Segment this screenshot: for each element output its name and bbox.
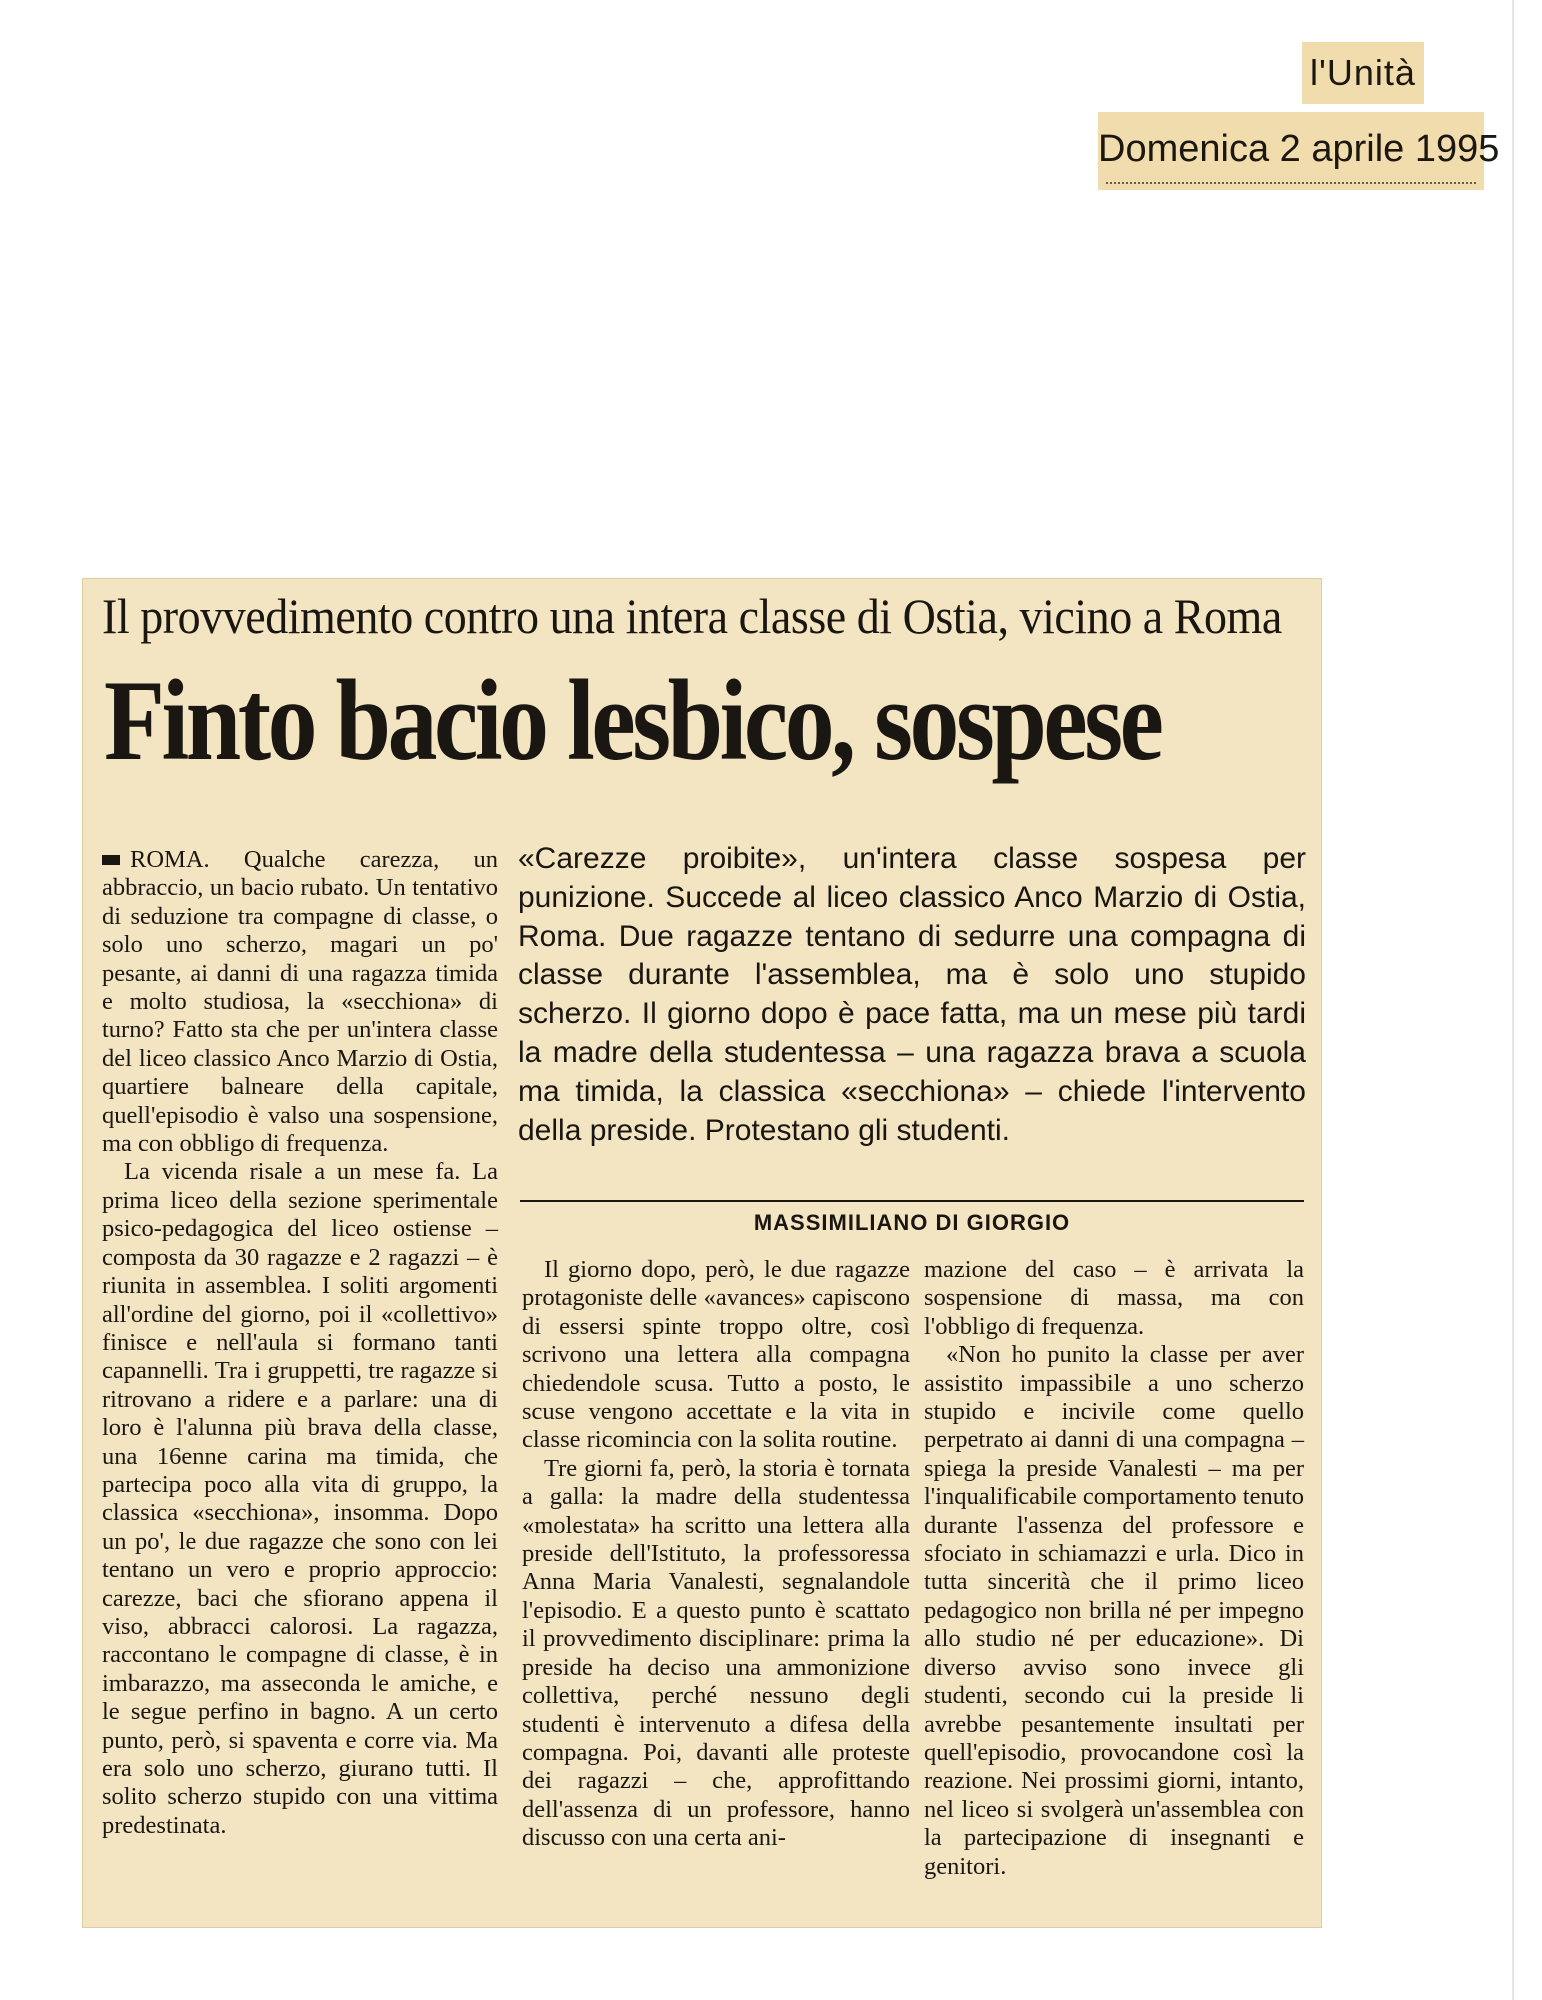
right-column xyxy=(924,1256,1304,1881)
date-label: Domenica 2 aprile 1995 xyxy=(1098,112,1484,190)
paragraph: «Non ho punito la classe per aver assistito impassibile a uno scherzo stupido e incivile come quello perpetrato ai danni di una compagna – spiega la preside Vanalesti – ma per l'inqualificabile comportamento tenuto durante l'assenza del professore e sfociato in schiamazzi e urla. Dico in tutta sincerità che il primo liceo pedagogico non brilla né per impegno allo studio né per educazione». Di diverso avviso sono invece gli studenti, secondo cui la preside li avrebbe pesantemente insultati per quell'episodio, provocandone così la reazione. Nei prossimi giorni, intanto, nel liceo si svolgerà un'assemblea con la partecipazione di insegnanti e genitori. xyxy=(924,1341,1304,1880)
newspaper-name-label: l'Unità xyxy=(1302,42,1424,104)
paragraph: ROMA. Qualche carezza, un abbraccio, un bacio rubato. Un tentativo di seduzione tra compagne di classe, o solo uno scherzo, magari un po' pesante, ai danni di una ragazza timida e molto studiosa, la «secchiona» di turno? Fatto sta che per un'intera classe del liceo classico Anco Marzio di Ostia, quartiere balneare della capitale, quell'episodio è valso una sospensione, ma con obbligo di frequenza. xyxy=(102,846,498,1158)
article-summary: «Carezze proibite», un'intera classe sospesa per punizione. Succede al liceo classico Anco Marzio di Ostia, Roma. Due ragazze tentano di sedurre una compagna di classe durante l'assemblea, ma è solo uno stupido scherzo. Il giorno dopo è pace fatta, ma un mese più tardi la madre della studentessa – una ragazza brava a scuola ma timida, la classica «secchiona» – chiede l'intervento della preside. Protestano gli studenti. xyxy=(518,842,1306,1147)
paragraph: mazione del caso – è arrivata la sospensione di massa, ma con l'obbligo di frequenza. xyxy=(924,1256,1304,1340)
paragraph: Il giorno dopo, però, le due ragazze protagoniste delle «avances» capiscono di essersi spinte troppo oltre, così scrivono una lettera alla compagna chiedendole scusa. Tutto a posto, le scuse vengono accettate e la vita in classe ricomincia con la solita routine. xyxy=(522,1256,910,1454)
byline: MASSIMILIANO DI GIORGIO xyxy=(753,1210,1071,1235)
paragraph: Tre giorni fa, però, la storia è tornata a galla: la madre della studentessa «molestata» ha scritto una lettera alla preside dell'Istituto, la professoressa Anna Maria Vanalesti, segnalandole l'episodio. E a questo punto è scattato il provvedimento disciplinare: prima la preside ha deciso una ammonizione collettiva, perché nessuno degli studenti è intervenuto a difesa della compagna. Poi, davanti alle proteste dei ragazzi – che, approfittando dell'assenza di un professore, hanno discusso con una certa ani- xyxy=(522,1454,910,1852)
page-edge xyxy=(1512,0,1514,2000)
newspaper-clipping xyxy=(82,578,1322,1928)
middle-column xyxy=(522,1256,910,1853)
left-column xyxy=(102,846,498,1840)
article-kicker: Il provvedimento contro una intera classe di Ostia, vicino a Roma xyxy=(102,588,1282,644)
paragraph: La vicenda risale a un mese fa. La prima liceo della sezione sperimentale psico-pedagogica del liceo ostiense – composta da 30 ragazze e 2 ragazzi – è riunita in assemblea. I soliti argomenti all'ordine del giorno, poi il «collettivo» finisce e nell'aula si formano tanti capannelli. Tra i gruppetti, tre ragazze si ritrovano a ridere e a parlare: una di loro è l'alunna più brava della classe, una 16enne carina ma timida, che partecipa poco alla vita di gruppo, la classica «secchiona», insomma. Dopo un po', le due ragazze che sono con lei tentano un vero e proprio approccio: carezze, baci che sfiorano appena il viso, abbracci calorosi. La ragazza, raccontano le compagne di classe, è in imbarazzo, ma asseconda le amiche, e le segue perfino in bagno. A un certo punto, però, si spaventa e corre via. Ma era solo uno scherzo, giurano tutti. Il solito scherzo stupido con una vittima predestinata. xyxy=(102,1158,498,1839)
bullet-square-icon xyxy=(102,855,120,865)
article-headline: Finto bacio lesbico, sospese xyxy=(104,657,1161,785)
date-underline xyxy=(1106,182,1476,187)
byline-rule xyxy=(520,1200,1304,1202)
